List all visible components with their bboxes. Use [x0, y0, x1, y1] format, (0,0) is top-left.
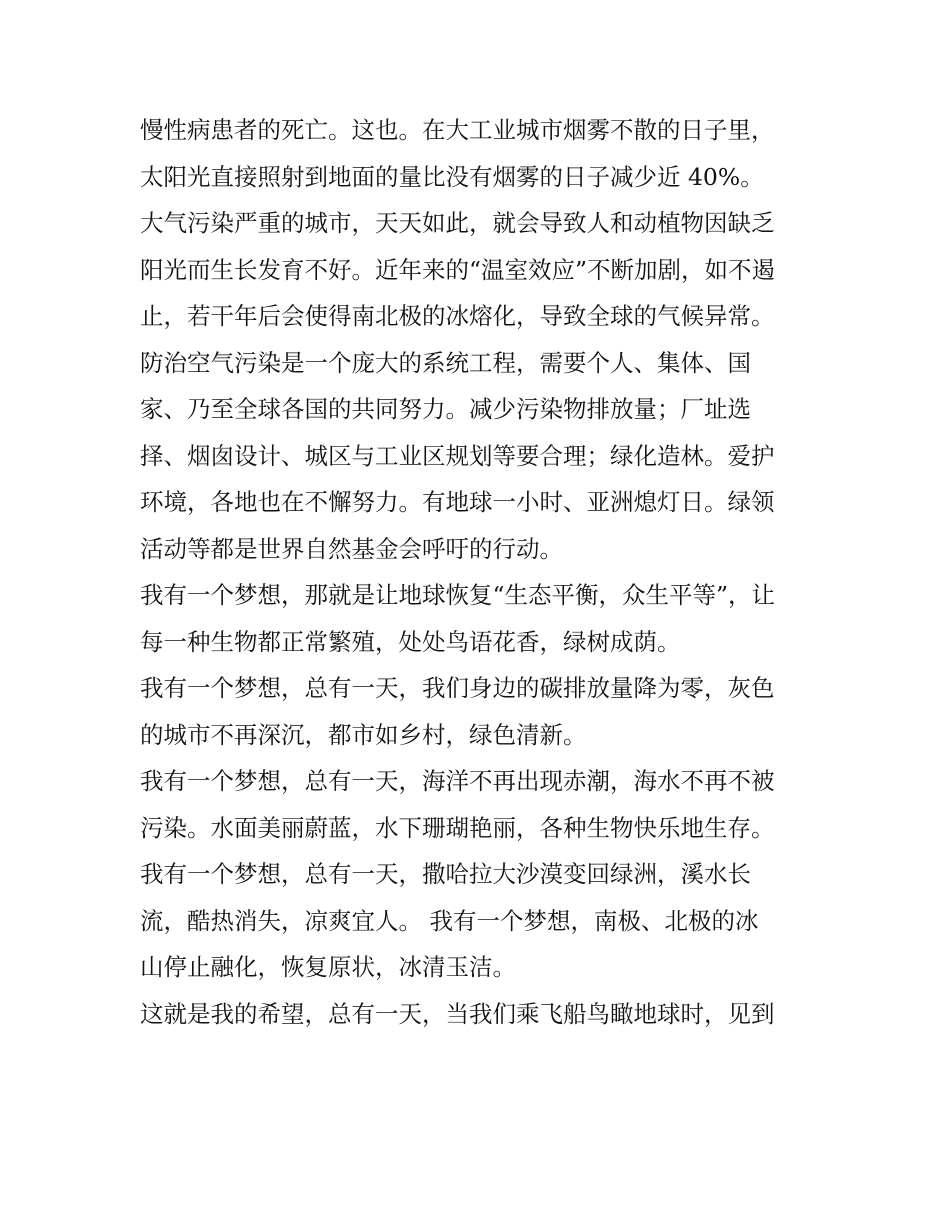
text-line: 山停止融化，恢复原状，冰清玉洁。 [140, 953, 516, 981]
text-line: 我有一个梦想，总有一天，撒哈拉大沙漠变回绿洲，溪水长 [140, 860, 751, 888]
text-line: 家、乃至全球各国的共同努力。减少污染物排放量；厂址选 [140, 395, 751, 423]
text-line: 阳光而生长发育不好。近年来的“温室效应”不断加剧，如不遏 [140, 255, 776, 284]
text-line: 环境，各地也在不懈努力。有地球一小时、亚洲熄灯日。绿领 [140, 488, 775, 516]
text-line: 这就是我的希望，总有一天，当我们乘飞船鸟瞰地球时，见到 [140, 999, 775, 1028]
text-line: 污染。水面美丽蔚蓝，水下珊瑚艳丽，各种生物快乐地生存。 [140, 813, 775, 842]
text-line: 我有一个梦想，那就是让地球恢复“生态平衡，众生平等”，让 [140, 581, 776, 609]
text-line: 慢性病患者的死亡。这也。在大工业城市烟雾不散的日子里， [140, 116, 775, 144]
text-line: 止，若干年后会使得南北极的冰熔化，导致全球的气候异常。 [140, 302, 775, 330]
text-line: 防治空气污染是一个庞大的系统工程，需要个人、集体、国 [140, 348, 751, 377]
text-line: 择、烟囱设计、城区与工业区规划等要合理；绿化造林。爱护 [140, 441, 775, 470]
document-page [140, 107, 820, 1037]
text-line: 我有一个梦想，总有一天，我们身边的碳排放量降为零，灰色 [140, 674, 775, 702]
text-line: 活动等都是世界自然基金会呼吁的行动。 [140, 534, 563, 563]
text-line: 每一种生物都正常繁殖，处处鸟语花香，绿树成荫。 [140, 627, 681, 656]
text-line: 流，酷热消失，凉爽宜人。 我有一个梦想，南极、北极的冰 [140, 906, 759, 935]
text-line: 我有一个梦想，总有一天，海洋不再出现赤潮，海水不再不被 [140, 767, 775, 795]
text-line: 太阳光直接照射到地面的量比没有烟雾的日子减少近 40%。 [140, 162, 764, 191]
text-line: 大气污染严重的城市，天天如此，就会导致人和动植物因缺乏 [140, 209, 775, 237]
text-line: 的城市不再深沉，都市如乡村，绿色清新。 [140, 720, 587, 749]
